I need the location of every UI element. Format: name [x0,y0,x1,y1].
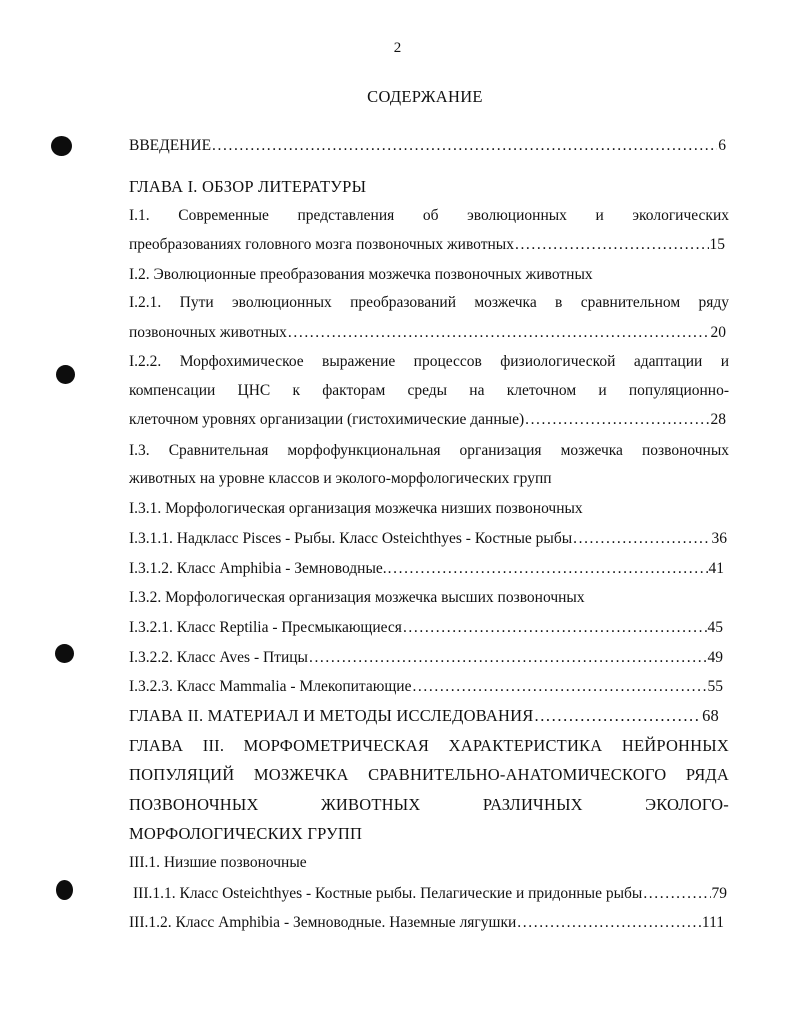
toc-entry-title: клеточном уровнях организации (гистохимические данные) [129,411,525,428]
toc-chapter-heading: МОРФОЛОГИЧЕСКИХ ГРУПП [129,824,363,843]
toc-entry [129,136,726,156]
toc-entry: I.3. Сравнительная морфофункциональная организация мозжечка позвоночных [129,442,729,459]
toc-entry [129,559,724,579]
toc-entry [129,410,726,430]
page-number: 2 [393,40,402,56]
toc-entry-title: позвоночных животных [129,324,287,341]
binder-hole-mark [56,880,73,900]
toc-entry [129,618,723,638]
toc-chapter-heading: ГЛАВА I. ОБЗОР ЛИТЕРАТУРЫ [129,177,367,196]
toc-chapter-heading [129,706,719,726]
toc-entry-title: ГЛАВА II. МАТЕРИАЛ И МЕТОДЫ ИССЛЕДОВАНИЯ [129,706,534,725]
toc-entry-page: 45 [707,619,723,636]
binder-hole-mark [55,644,74,663]
toc-entry [129,677,723,697]
toc-entry-page: 6 [718,137,726,154]
toc-entry-title: преобразованиях головного мозга позвоночных животных [129,236,514,253]
toc-entry-page: 15 [709,236,725,253]
toc-entry-title: ВВЕДЕНИЕ [129,137,212,154]
leader-dots [403,618,707,638]
toc-entry: I.2.1. Пути эволюционных преобразований мозжечка в сравнительном ряду [129,294,729,311]
toc-entry [129,529,727,549]
toc-entry [129,235,725,255]
leader-dots [412,677,706,697]
toc-entry: I.3.1. Морфологическая организация мозжечка низших позвоночных [129,500,583,517]
toc-entry: I.2. Эволюционные преобразования мозжечка позвоночных животных [129,266,593,283]
toc-entry-page: 79 [711,885,727,902]
leader-dots [643,884,710,904]
toc-entry-title: I.3.2.3. Класс Mammalia - Млекопитающие [129,678,412,695]
toc-entry: I.3.2. Морфологическая организация мозжечка высших позвоночных [129,589,585,606]
toc-entry [129,323,726,343]
page-title: СОДЕРЖАНИЕ [367,87,483,106]
binder-hole-mark [51,136,72,156]
leader-dots [309,648,707,668]
toc-entry-page: 41 [708,560,724,577]
toc-entry-page: 111 [701,914,724,931]
toc-entry-page: 36 [711,530,727,547]
leader-dots [525,410,709,430]
toc-entry-title: I.3.1.2. Класс Amphibia - Земноводные. [129,560,387,577]
leader-dots [517,913,701,933]
toc-entry [133,884,727,904]
leader-dots [388,559,708,579]
toc-entry: I.1. Современные представления об эволюционных и экологических [129,207,729,224]
toc-chapter-heading: ПОЗВОНОЧНЫХ ЖИВОТНЫХ РАЗЛИЧНЫХ ЭКОЛОГО- [129,795,729,814]
binder-hole-mark [56,365,75,384]
toc-entry: III.1. Низшие позвоночные [129,854,307,871]
leader-dots [212,136,717,156]
toc-chapter-heading: ГЛАВА III. МОРФОМЕТРИЧЕСКАЯ ХАРАКТЕРИСТИКА НЕЙРОННЫХ [129,736,729,755]
toc-entry: I.2.2. Морфохимическое выражение процессов физиологической адаптации и [129,353,729,370]
toc-chapter-heading: ПОПУЛЯЦИЙ МОЗЖЕЧКА СРАВНИТЕЛЬНО-АНАТОМИЧЕСКОГО РЯДА [129,765,729,784]
toc-entry: животных на уровне классов и эколого-морфологических групп [129,470,552,487]
toc-entry-title: III.1.2. Класс Amphibia - Земноводные. Наземные лягушки [129,914,517,931]
toc-entry-title: I.3.1.1. Надкласс Pisces - Рыбы. Класс Osteichthyes - Костные рыбы [129,530,573,547]
toc-entry-page: 49 [707,649,723,666]
leader-dots [534,706,701,726]
toc-entry: компенсации ЦНС к факторам среды на клеточном и популяционно- [129,382,729,399]
toc-entry [129,913,724,933]
toc-entry-title: III.1.1. Класс Osteichthyes - Костные рыбы. Пелагические и придонные рыбы [133,885,643,902]
toc-entry-title: I.3.2.1. Класс Reptilia - Пресмыкающиеся [129,619,402,636]
leader-dots [573,529,710,549]
toc-entry [129,648,723,668]
leader-dots [515,235,709,255]
toc-entry-page: 28 [710,411,726,428]
leader-dots [288,323,710,343]
toc-entry-page: 20 [710,324,726,341]
toc-entry-title: I.3.2.2. Класс Aves - Птицы [129,649,308,666]
toc-entry-page: 68 [702,706,719,725]
toc-entry-page: 55 [707,678,723,695]
